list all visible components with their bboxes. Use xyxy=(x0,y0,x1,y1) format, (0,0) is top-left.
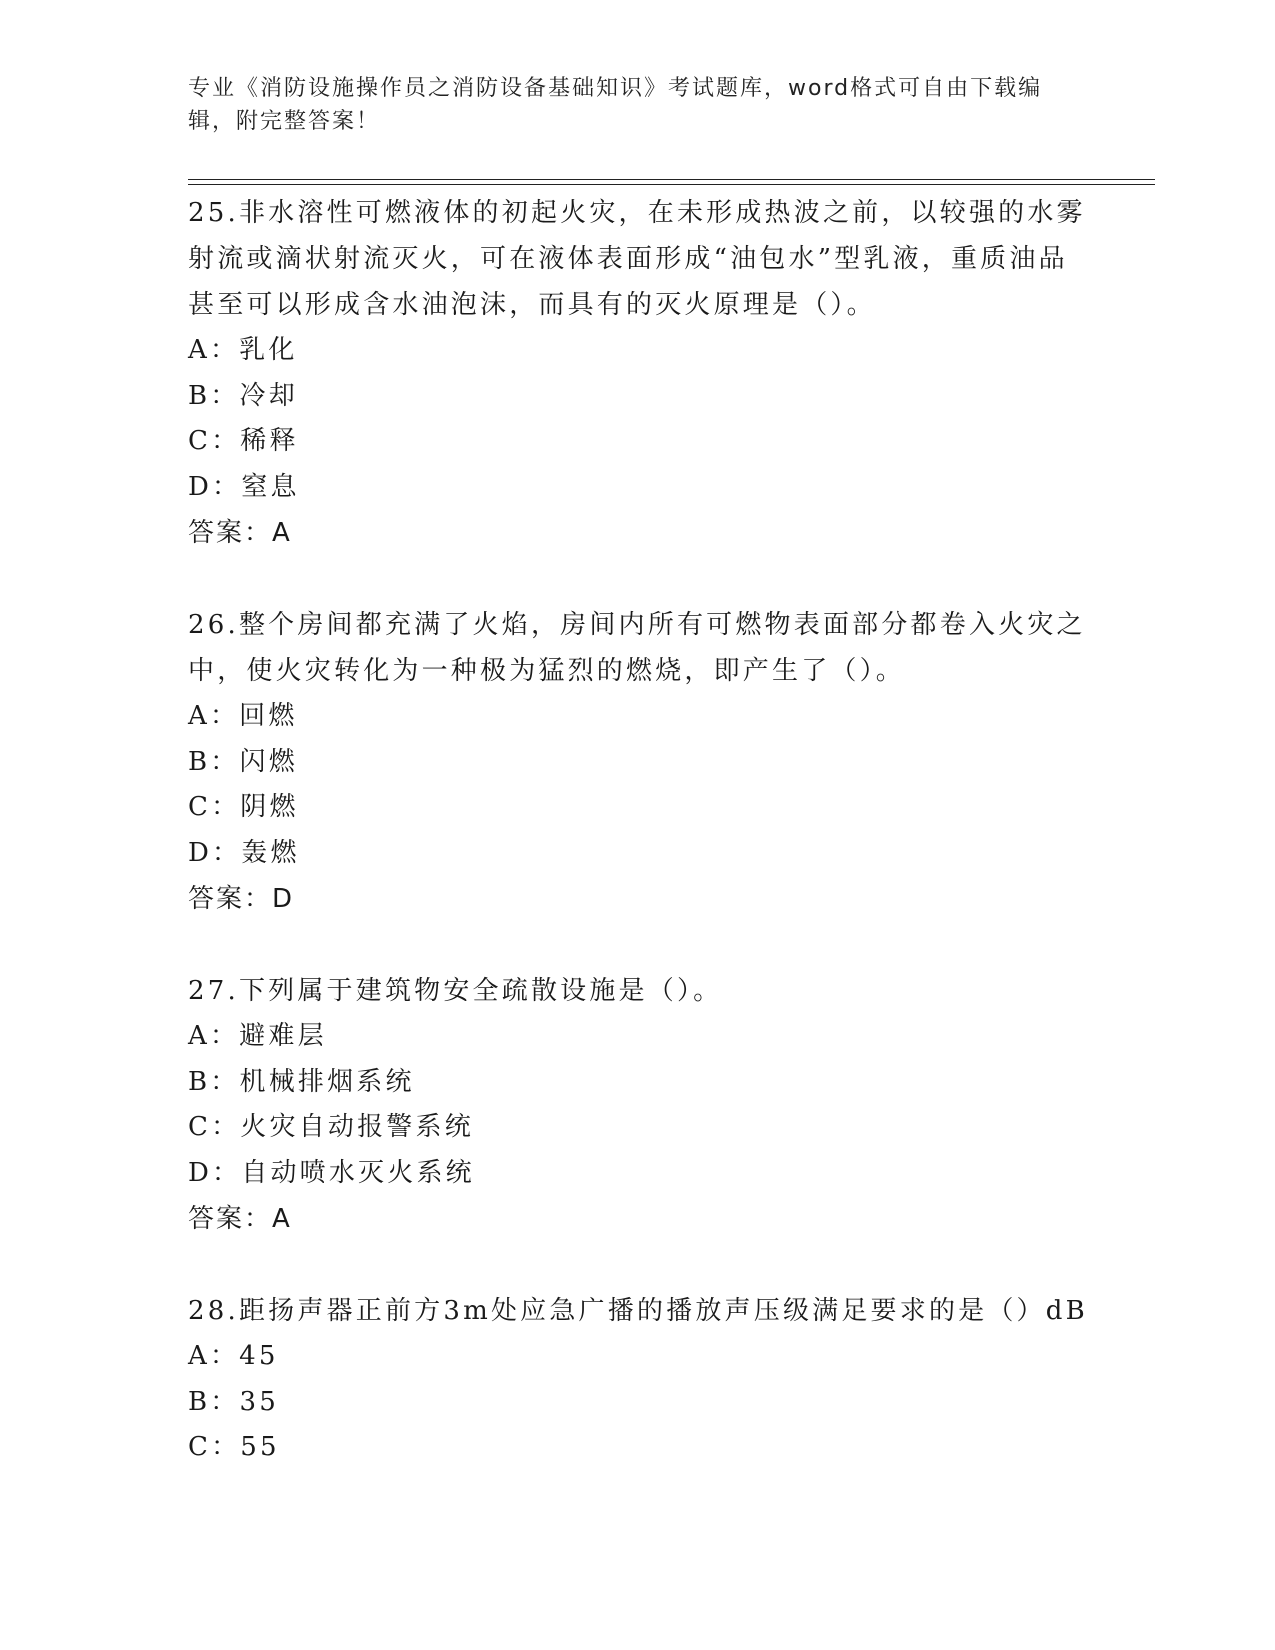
option-d: D：轰燃 xyxy=(188,837,300,868)
option-a: A：回燃 xyxy=(188,701,298,731)
option-c: C：稀释 xyxy=(188,426,299,456)
header-divider-top xyxy=(188,179,1155,180)
question-stem: 26.整个房间都充满了火焰，房间内所有可燃物表面部分都卷入火灾之中，使火灾转化为一种极为猛烈的燃烧，即产生了（）。 xyxy=(188,610,1086,686)
question-28 xyxy=(188,1288,1088,1471)
option-b: B：机械排烟系统 xyxy=(188,1066,415,1097)
option-d: D：自动喷水灭火系统 xyxy=(188,1157,475,1188)
option-b: B：冷却 xyxy=(188,380,298,411)
option-a: A：避难层 xyxy=(188,1021,327,1051)
answer-line: 答案：D xyxy=(188,884,295,914)
question-list xyxy=(188,190,1088,1517)
option-c: C：火灾自动报警系统 xyxy=(188,1112,474,1142)
option-a: A：45 xyxy=(188,1341,279,1371)
answer-line: 答案：A xyxy=(188,518,292,548)
question-stem: 28.距扬声器正前方3m处应急广播的播放声压级满足要求的是（）dB xyxy=(188,1296,1088,1326)
question-27 xyxy=(188,968,1088,1242)
option-c: C：阴燃 xyxy=(188,792,299,822)
option-b: B：闪燃 xyxy=(188,746,298,777)
option-b: B：35 xyxy=(188,1386,279,1417)
option-d: D：窒息 xyxy=(188,471,300,502)
header-divider-bottom xyxy=(188,184,1155,185)
document-header: 专业《消防设施操作员之消防设备基础知识》考试题库，word格式可自由下载编辑，附完整答案！ xyxy=(188,76,1043,134)
option-a: A：乳化 xyxy=(188,335,298,365)
question-26 xyxy=(188,602,1088,922)
option-c: C：55 xyxy=(188,1432,280,1462)
question-stem: 27.下列属于建筑物安全疏散设施是（）。 xyxy=(188,976,723,1006)
answer-line: 答案：A xyxy=(188,1204,292,1234)
question-25 xyxy=(188,190,1088,556)
question-stem: 25.非水溶性可燃液体的初起火灾，在未形成热波之前，以较强的水雾射流或滴状射流灭火，可在液体表面形成“油包水”型乳液，重质油品甚至可以形成含水油泡沫，而具有的灭火原理是（）。 xyxy=(188,198,1086,320)
